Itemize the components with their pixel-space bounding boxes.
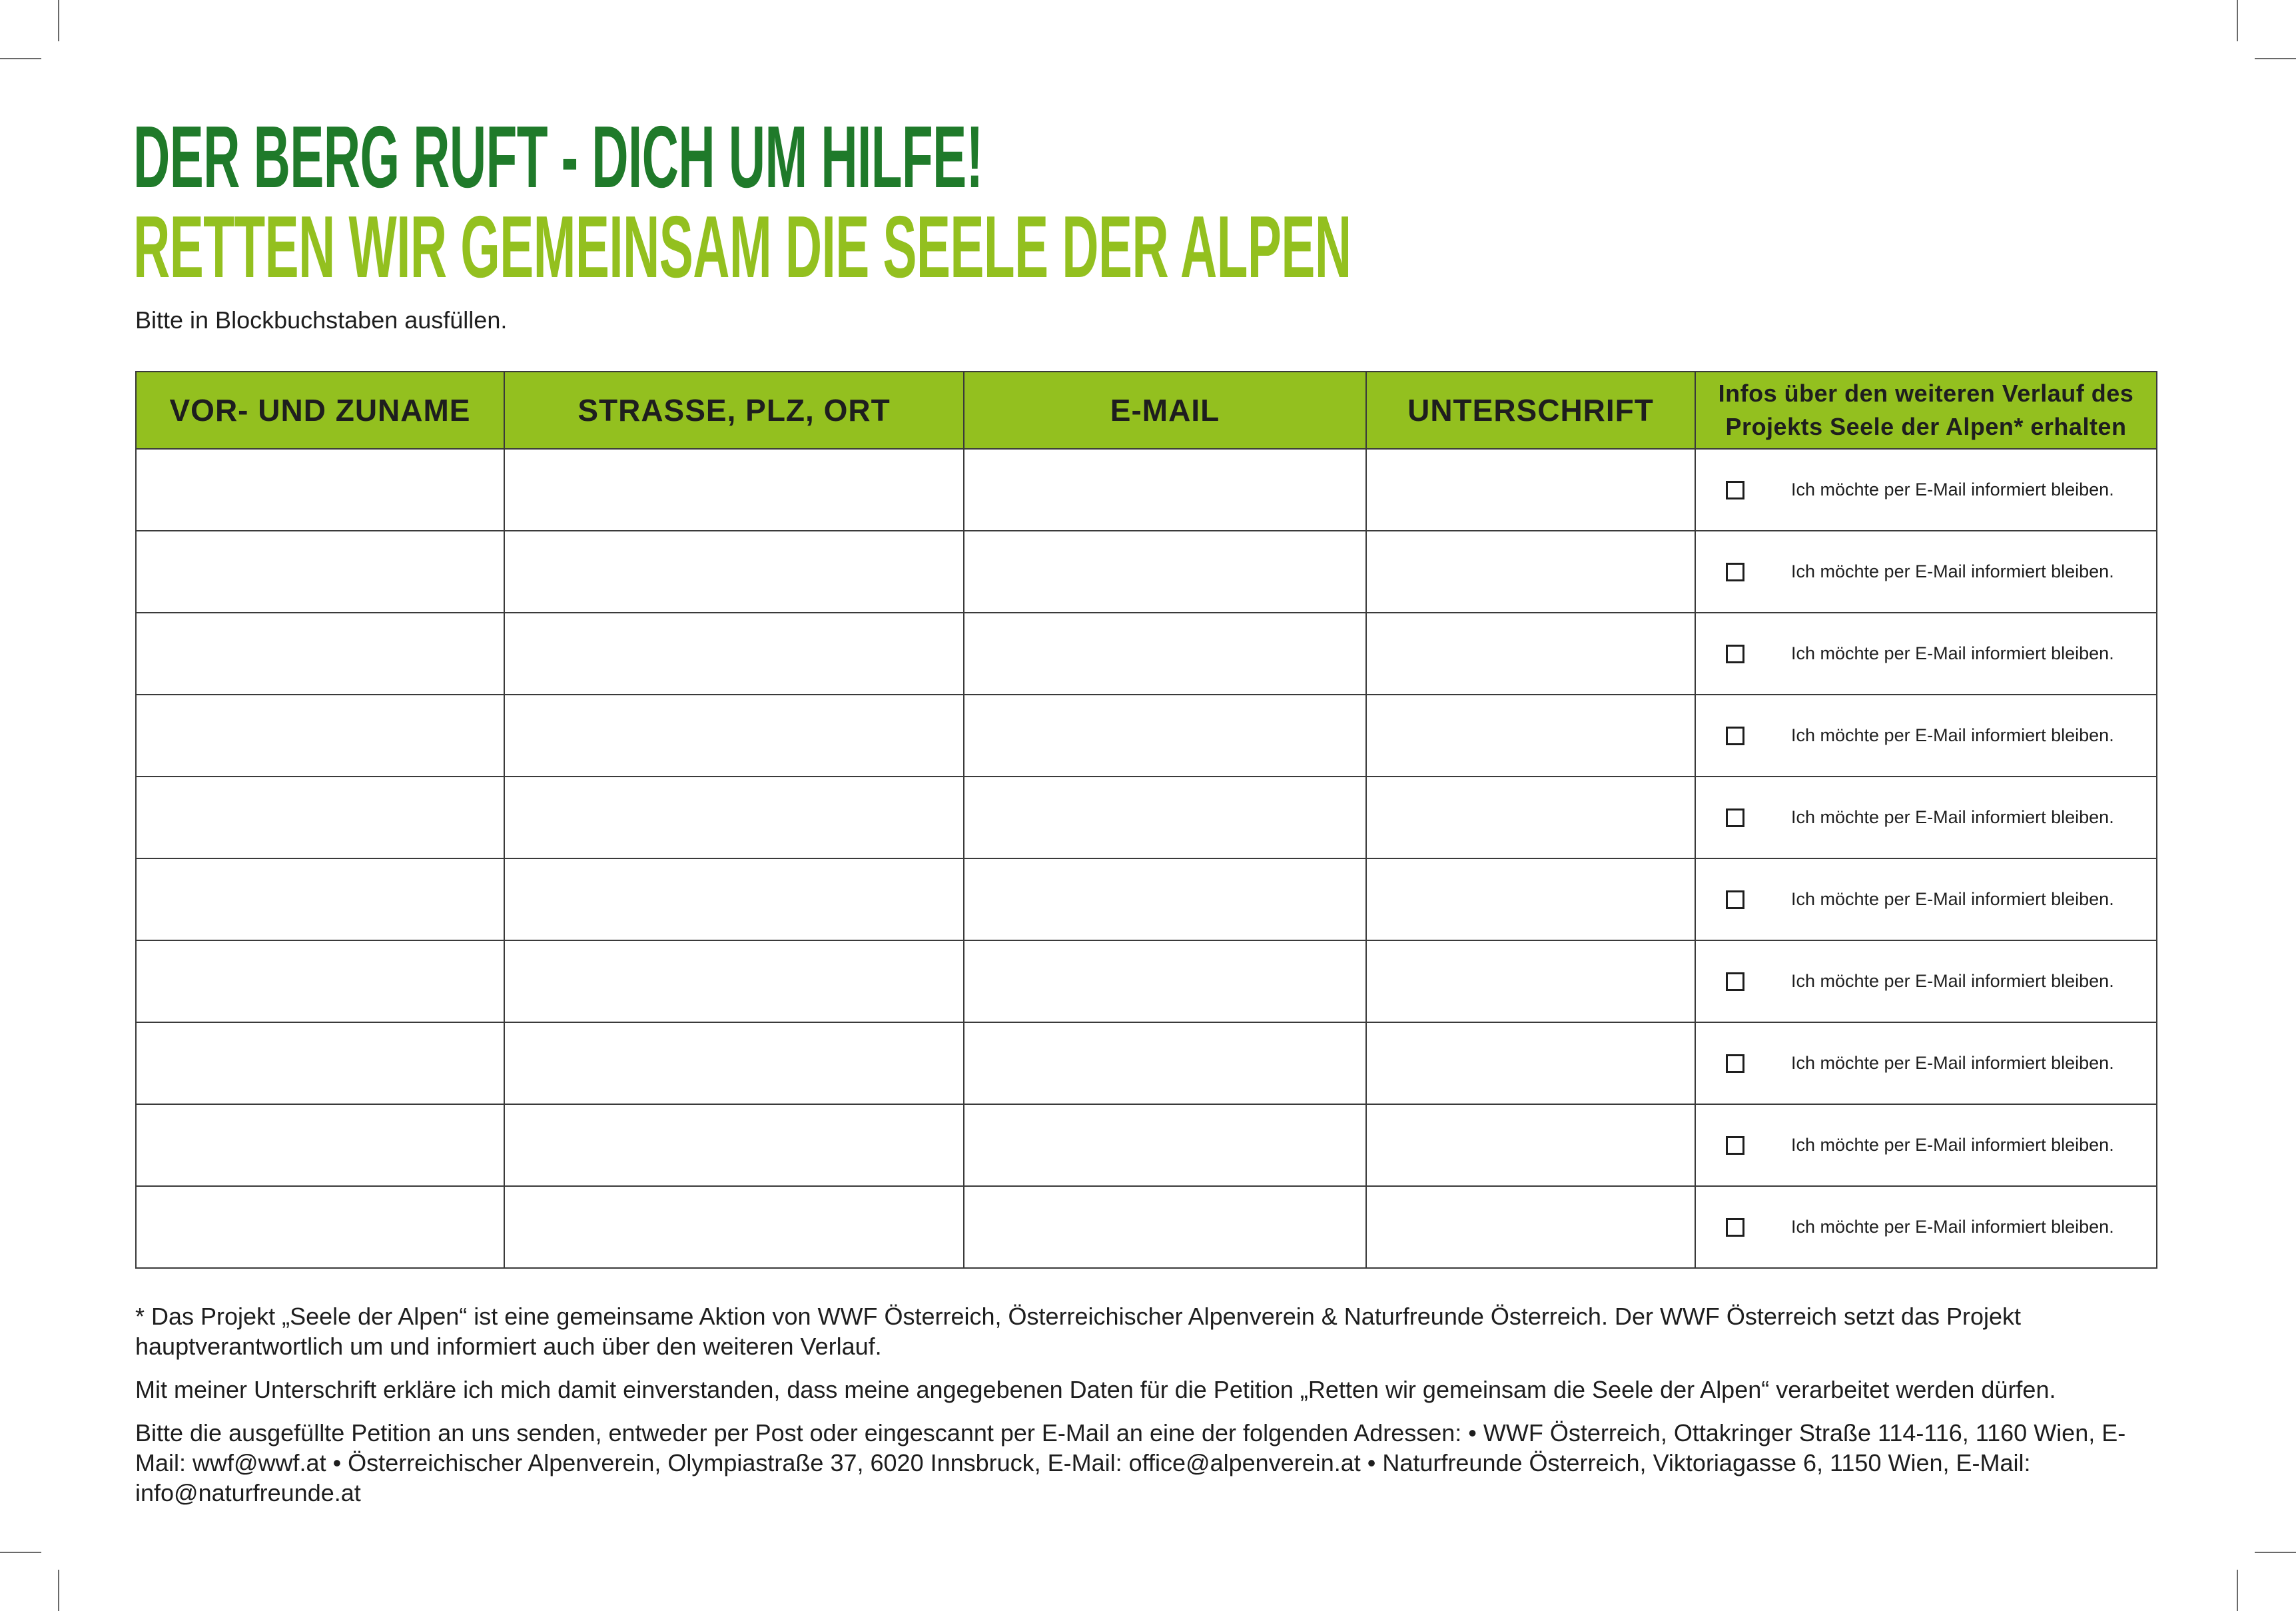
signature-cell[interactable] <box>1366 695 1695 777</box>
opt-in <box>1696 613 2156 694</box>
address-cell[interactable] <box>504 858 964 940</box>
opt-in-checkbox[interactable] <box>1726 563 1744 581</box>
opt-in-checkbox[interactable] <box>1726 1054 1744 1073</box>
opt-in-cell <box>1695 1104 2157 1186</box>
opt-in-label: Ich möchte per E-Mail informiert bleiben. <box>1791 643 2114 663</box>
opt-in-checkbox[interactable] <box>1726 1136 1744 1155</box>
email-field[interactable] <box>964 941 1365 1022</box>
opt-in-cell <box>1695 613 2157 695</box>
opt-in-checkbox[interactable] <box>1726 481 1744 499</box>
name-cell[interactable] <box>136 1186 504 1268</box>
opt-in-cell <box>1695 1022 2157 1104</box>
signature-field[interactable] <box>1367 1187 1695 1267</box>
signature-cell[interactable] <box>1366 777 1695 858</box>
email-field[interactable] <box>964 450 1365 530</box>
opt-in-label: Ich möchte per E-Mail informiert bleiben. <box>1791 561 2114 581</box>
email-cell[interactable] <box>964 1186 1366 1268</box>
address-cell[interactable] <box>504 613 964 695</box>
signature-field[interactable] <box>1367 1105 1695 1185</box>
signature-field[interactable] <box>1367 859 1695 940</box>
opt-in-cell <box>1695 940 2157 1022</box>
table-row <box>136 940 2157 1022</box>
opt-in <box>1696 1023 2156 1104</box>
name-field[interactable] <box>137 1105 504 1185</box>
opt-in-cell <box>1695 777 2157 858</box>
name-field[interactable] <box>137 859 504 940</box>
crop-mark <box>2255 1552 2296 1553</box>
address-field[interactable] <box>505 1105 963 1185</box>
address-field[interactable] <box>505 859 963 940</box>
address-field[interactable] <box>505 941 963 1022</box>
opt-in-label: Ich möchte per E-Mail informiert bleiben. <box>1791 480 2114 499</box>
table-row <box>136 449 2157 531</box>
name-field[interactable] <box>137 695 504 776</box>
name-cell[interactable] <box>136 1022 504 1104</box>
name-cell[interactable] <box>136 858 504 940</box>
address-cell[interactable] <box>504 940 964 1022</box>
email-field[interactable] <box>964 1023 1365 1104</box>
opt-in-checkbox[interactable] <box>1726 727 1744 745</box>
opt-in-cell <box>1695 449 2157 531</box>
address-cell[interactable] <box>504 1022 964 1104</box>
address-field[interactable] <box>505 1187 963 1267</box>
address-field[interactable] <box>505 777 963 858</box>
signature-field[interactable] <box>1367 1023 1695 1104</box>
project-footnote: * Das Projekt „Seele der Alpen“ ist eine gemeinsame Aktion von WWF Österreich, Österreichischer Alpenverein & Naturfreunde Österreich. Der WWF Österreich setzt das Projekt hauptverantwortlich um und informiert auch über den weiteren Verlauf. <box>135 1303 2022 1360</box>
address-field[interactable] <box>505 1023 963 1104</box>
opt-in <box>1696 695 2156 776</box>
name-field[interactable] <box>137 450 504 530</box>
footnotes <box>135 1301 2167 1521</box>
table-row <box>136 777 2157 858</box>
signature-cell[interactable] <box>1366 449 1695 531</box>
crop-mark <box>2255 58 2296 59</box>
column-header-signature: UNTERSCHRIFT <box>1366 372 1695 449</box>
table-row <box>136 858 2157 940</box>
opt-in-cell <box>1695 1186 2157 1268</box>
name-field[interactable] <box>137 1023 504 1104</box>
send-instructions: Bitte die ausgefüllte Petition an uns senden, entweder per Post oder eingescannt per E-Mail an eine der folgenden Adressen: • WWF Österreich, Ottakringer Straße 114-116, 1160 Wien, E-Mail: wwf@wwf.at • Österreichischer Alpenverein, Olympiastraße 37, 6020 Innsbruck, E-Mail: office@alpenverein.at • Naturfreunde Österreich, Viktoriagasse 6, 1150 Wien, E-Mail: info@naturfreunde.at <box>135 1419 2126 1506</box>
address-cell[interactable] <box>504 777 964 858</box>
table-header-row <box>136 372 2157 449</box>
name-field[interactable] <box>137 941 504 1022</box>
email-cell[interactable] <box>964 940 1366 1022</box>
column-header-infos: Infos über den weiteren Verlauf des Projekts Seele der Alpen* erhalten <box>1695 372 2157 449</box>
email-cell[interactable] <box>964 695 1366 777</box>
address-cell[interactable] <box>504 1104 964 1186</box>
name-cell[interactable] <box>136 777 504 858</box>
address-field[interactable] <box>505 531 963 612</box>
name-field[interactable] <box>137 1187 504 1267</box>
opt-in <box>1696 1105 2156 1185</box>
opt-in-label: Ich möchte per E-Mail informiert bleiben. <box>1791 1217 2114 1237</box>
address-field[interactable] <box>505 695 963 776</box>
signature-cell[interactable] <box>1366 1104 1695 1186</box>
opt-in-cell <box>1695 531 2157 613</box>
crop-mark <box>0 1552 41 1553</box>
email-field[interactable] <box>964 613 1365 694</box>
email-field[interactable] <box>964 859 1365 940</box>
headline-secondary: RETTEN WIR GEMEINSAM DIE SEELE DER ALPEN <box>133 198 1351 296</box>
address-cell[interactable] <box>504 1186 964 1268</box>
opt-in <box>1696 1187 2156 1267</box>
name-cell[interactable] <box>136 531 504 613</box>
name-cell[interactable] <box>136 613 504 695</box>
opt-in-label: Ich möchte per E-Mail informiert bleiben. <box>1791 971 2114 991</box>
opt-in-checkbox[interactable] <box>1726 972 1744 991</box>
name-cell[interactable] <box>136 1104 504 1186</box>
opt-in-checkbox[interactable] <box>1726 808 1744 827</box>
column-header-email: E-MAIL <box>964 372 1366 449</box>
crop-mark <box>2237 0 2238 41</box>
opt-in <box>1696 941 2156 1022</box>
opt-in-checkbox[interactable] <box>1726 1218 1744 1237</box>
email-field[interactable] <box>964 777 1365 858</box>
signature-cell[interactable] <box>1366 1022 1695 1104</box>
address-cell[interactable] <box>504 531 964 613</box>
address-field[interactable] <box>505 450 963 530</box>
table-row <box>136 1186 2157 1268</box>
opt-in <box>1696 777 2156 858</box>
opt-in <box>1696 859 2156 940</box>
address-cell[interactable] <box>504 449 964 531</box>
address-cell[interactable] <box>504 695 964 777</box>
name-cell[interactable] <box>136 449 504 531</box>
opt-in-checkbox[interactable] <box>1726 890 1744 909</box>
email-cell[interactable] <box>964 531 1366 613</box>
signature-cell[interactable] <box>1366 613 1695 695</box>
signature-field[interactable] <box>1367 450 1695 530</box>
email-cell[interactable] <box>964 777 1366 858</box>
email-cell[interactable] <box>964 1022 1366 1104</box>
opt-in-cell <box>1695 695 2157 777</box>
email-field[interactable] <box>964 1187 1365 1267</box>
signature-field[interactable] <box>1367 777 1695 858</box>
signature-cell[interactable] <box>1366 1186 1695 1268</box>
signature-field[interactable] <box>1367 695 1695 776</box>
name-cell[interactable] <box>136 940 504 1022</box>
email-cell[interactable] <box>964 1104 1366 1186</box>
crop-mark <box>58 0 59 41</box>
email-cell[interactable] <box>964 449 1366 531</box>
crop-mark <box>0 58 41 59</box>
opt-in-label: Ich möchte per E-Mail informiert bleiben. <box>1791 1135 2114 1155</box>
fill-instruction: Bitte in Blockbuchstaben ausfüllen. <box>135 306 508 334</box>
consent-text: Mit meiner Unterschrift erkläre ich mich damit einverstanden, dass meine angegebenen Daten für die Petition „Retten wir gemeinsam die Seele der Alpen“ verarbeitet werden dürfen. <box>135 1376 2056 1403</box>
crop-mark <box>58 1570 59 1611</box>
table-row <box>136 1104 2157 1186</box>
signature-field[interactable] <box>1367 531 1695 612</box>
opt-in-label: Ich möchte per E-Mail informiert bleiben. <box>1791 807 2114 827</box>
email-cell[interactable] <box>964 858 1366 940</box>
email-field[interactable] <box>964 695 1365 776</box>
name-field[interactable] <box>137 531 504 612</box>
name-field[interactable] <box>137 613 504 694</box>
signature-cell[interactable] <box>1366 858 1695 940</box>
signature-cell[interactable] <box>1366 531 1695 613</box>
column-header-name: VOR- UND ZUNAME <box>136 372 504 449</box>
signature-cell[interactable] <box>1366 940 1695 1022</box>
opt-in-label: Ich möchte per E-Mail informiert bleiben. <box>1791 1053 2114 1073</box>
name-field[interactable] <box>137 777 504 858</box>
column-header-address: STRASSE, PLZ, ORT <box>504 372 964 449</box>
opt-in-cell <box>1695 858 2157 940</box>
email-field[interactable] <box>964 1105 1365 1185</box>
opt-in <box>1696 450 2156 530</box>
table-row <box>136 613 2157 695</box>
table-row <box>136 695 2157 777</box>
headline-primary: DER BERG RUFT - DICH UM HILFE! <box>133 108 983 206</box>
table-row <box>136 1022 2157 1104</box>
email-cell[interactable] <box>964 613 1366 695</box>
table-row <box>136 531 2157 613</box>
address-field[interactable] <box>505 613 963 694</box>
email-field[interactable] <box>964 531 1365 612</box>
signature-field[interactable] <box>1367 613 1695 694</box>
opt-in <box>1696 531 2156 612</box>
opt-in-label: Ich möchte per E-Mail informiert bleiben. <box>1791 889 2114 909</box>
opt-in-checkbox[interactable] <box>1726 645 1744 663</box>
crop-mark <box>2237 1570 2238 1611</box>
opt-in-label: Ich möchte per E-Mail informiert bleiben. <box>1791 725 2114 745</box>
petition-table <box>135 371 2157 1269</box>
name-cell[interactable] <box>136 695 504 777</box>
signature-field[interactable] <box>1367 941 1695 1022</box>
